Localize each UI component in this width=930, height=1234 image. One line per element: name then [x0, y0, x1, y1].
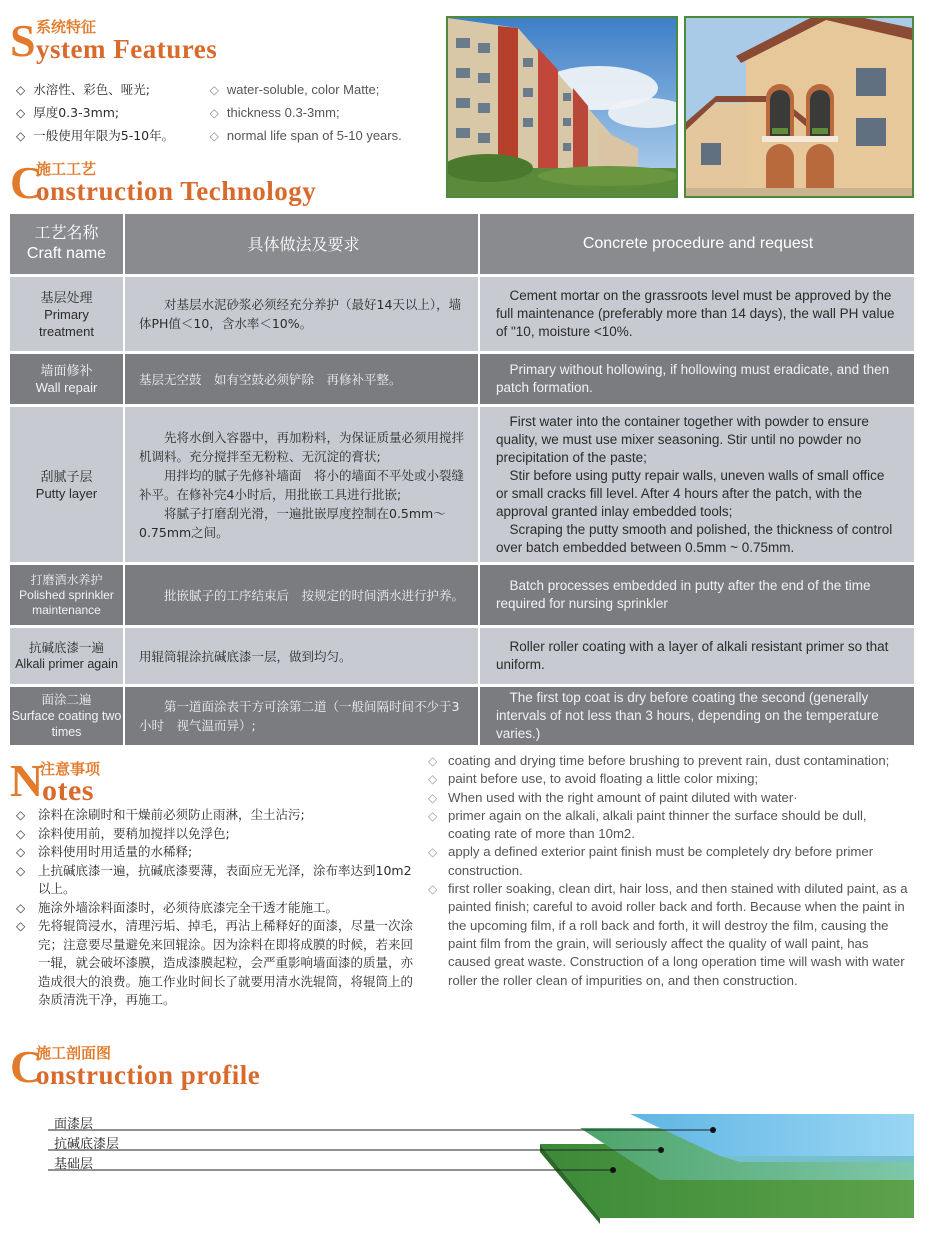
list-item — [16, 862, 421, 899]
heading-en: ystem Features — [36, 34, 218, 64]
note-text: 涂料使用前，要稍加搅拌以免浮色; — [38, 825, 230, 841]
paragraph: 用拌均的腻子先修补墙面 将小的墙面不平处或小裂缝补平。在修补完4小时后，用批嵌工具进行批嵌; — [139, 467, 465, 502]
row-en-text: Batch processes embedded in putty after the end of the time required for nursing sprinkler — [480, 565, 914, 625]
diamond-bullet-icon: ◇ — [209, 106, 219, 120]
table-row — [10, 687, 123, 745]
layer-label-topcoat: 面漆层 — [54, 1117, 94, 1132]
construction-technology-heading — [10, 152, 430, 208]
feature-list — [16, 78, 402, 147]
table-row — [10, 354, 123, 404]
diamond-bullet-icon: ◇ — [209, 129, 219, 143]
diamond-bullet-icon: ◇ — [428, 845, 438, 860]
feature-cn: 一般使用年限为5-10年。 — [33, 128, 175, 143]
note-text: 施涂外墙涂料面漆时，必须待底漆完全干透才能施工。 — [38, 899, 339, 915]
feature-en: thickness 0.3-3mm; — [226, 105, 340, 120]
diamond-bullet-icon: ◇ — [16, 83, 26, 97]
header-name-cn: 工艺名称 — [34, 225, 99, 242]
heading-en: otes — [42, 774, 94, 807]
list-item — [428, 752, 908, 770]
row-en-text: Cement mortar on the grassroots level must be approved by the full maintenance (preferably more than 14 days), the wall PH value of "10, moisture <10%. — [480, 277, 914, 351]
diamond-bullet-icon: ◇ — [16, 106, 26, 120]
feature-item — [16, 78, 402, 101]
diamond-bullet-icon: ◇ — [16, 919, 26, 933]
table-row — [10, 407, 123, 562]
heading-cn: 注意事项 — [40, 760, 101, 778]
table-row — [10, 565, 123, 625]
leader-dot — [710, 1127, 716, 1133]
list-item — [428, 843, 908, 880]
row-cn-text — [125, 407, 478, 562]
row-en-text: Roller roller coating with a layer of alkali resistant primer so that uniform. — [480, 628, 914, 684]
craft-name-en: Alkali primer again — [15, 657, 118, 671]
note-text: apply a defined exterior paint finish must be completely dry before primer construction. — [448, 844, 874, 878]
notes-en-list — [428, 752, 908, 990]
table-row — [10, 628, 123, 684]
feature-cn: 水溶性、彩色、哑光; — [33, 82, 150, 97]
craft-name-cn: 刮腻子层 — [40, 468, 93, 484]
craft-name-cn: 墙面修补 — [40, 363, 93, 378]
row-cn-text: 对基层水泥砂浆必须经充分养护（最好14天以上），墙体PH值＜10，含水率＜10%。 — [125, 277, 478, 351]
diamond-bullet-icon: ◇ — [428, 808, 438, 823]
diamond-bullet-icon: ◇ — [16, 863, 26, 878]
notes-heading — [10, 752, 210, 808]
list-item — [16, 917, 421, 1010]
diamond-bullet-icon: ◇ — [16, 845, 26, 859]
craft-name-en: Wall repair — [35, 380, 98, 395]
header-name-en: Craft name — [26, 245, 107, 262]
diamond-bullet-icon: ◇ — [16, 900, 26, 915]
row-cn-text: 第一道面涂表干方可涂第二道（一般间隔时间不少于3小时 视气温而异）; — [125, 687, 478, 745]
construction-profile-heading — [10, 1036, 350, 1092]
table-header-cn: 具体做法及要求 — [125, 214, 478, 274]
note-text: 涂料使用时用适量的水稀释; — [38, 844, 193, 859]
note-text: first roller soaking, clean dirt, hair loss, and then stained with diluted paint, as a painted finish; careful to avoid roller back and forth. Because when the paint in the upcoming film, if a roll back and forth, it will destroy the film, causing the paint film from the grain, will seriously affect the quality of wall paint, has caused great waste. Construction of a long operation time will wash with water roller the roller clean of impurities on, and then construction. — [448, 881, 908, 988]
heading-initial: C — [10, 157, 44, 208]
system-features-heading — [10, 10, 290, 66]
layer-label-base: 基础层 — [54, 1157, 94, 1172]
layer-profile-diagram — [0, 1100, 930, 1234]
list-item — [428, 807, 908, 844]
note-text: coating and drying time before brushing to prevent rain, dust contamination; — [448, 753, 890, 768]
diamond-bullet-icon: ◇ — [16, 129, 26, 143]
craft-name-cn: 抗碱底漆一遍 — [28, 641, 104, 655]
row-en-text — [480, 407, 914, 562]
feature-en: normal life span of 5-10 years. — [226, 128, 402, 143]
row-cn-text: 用辊筒辊涂抗碱底漆一层，做到均匀。 — [125, 628, 478, 684]
diamond-bullet-icon: ◇ — [428, 790, 438, 805]
row-en-text: Primary without hollowing, if hollowing must eradicate, and then patch formation. — [480, 354, 914, 404]
diamond-bullet-icon: ◇ — [209, 83, 219, 97]
heading-cn: 施工剖面图 — [36, 1044, 112, 1062]
craft-name-cn: 基层处理 — [40, 289, 93, 305]
table-row — [10, 277, 123, 351]
heading-cn: 施工工艺 — [36, 160, 97, 178]
feature-item — [16, 124, 402, 147]
feature-cn: 厚度0.3-3mm; — [33, 105, 120, 120]
craft-name-en: Putty layer — [35, 485, 98, 501]
note-text: 先将辊筒浸水，清理污垢、掉毛，再沾上稀释好的面漆，尽量一次涂完；注意要尽量避免来回辊涂。因为涂料在即将成膜的时候，若来回一辊，就会破坏漆膜，造成漆膜起粒，会严重影响墙面漆的质量，亦造成很大的浪费。施工作业时间长了就要用清水洗辊筒，将辊筒上的杂质清洗干净，再施工。 — [38, 918, 414, 1007]
feature-en: water-soluble, color Matte; — [226, 82, 380, 97]
notes-cn-list — [16, 806, 421, 1010]
paragraph: First water into the container together with powder to ensure quality, we must use mixer seasoning. Stir until no powder no precipitation of the paste; — [496, 413, 869, 465]
table-header-name — [10, 214, 123, 274]
diamond-bullet-icon: ◇ — [428, 754, 438, 768]
diamond-bullet-icon: ◇ — [428, 772, 438, 787]
list-item — [16, 825, 421, 844]
craft-name-en: Polished sprinkler maintenance — [19, 587, 114, 617]
list-item — [16, 899, 421, 918]
heading-cn: 系统特征 — [36, 18, 97, 36]
list-item — [16, 806, 421, 825]
heading-en: onstruction Technology — [36, 176, 317, 206]
row-cn-text: 基层无空鼓 如有空鼓必须铲除 再修补平整。 — [125, 354, 478, 404]
craft-name-cn: 面涂二遍 — [41, 693, 92, 707]
paragraph: 先将水倒入容器中，再加粉料，为保证质量必须用搅拌机调料。充分搅拌至无粉粒、无沉淀的膏状; — [139, 429, 465, 464]
craft-name-en: Surface coating two times — [11, 709, 122, 739]
list-item — [16, 843, 421, 862]
feature-item — [16, 101, 402, 124]
paragraph: Scraping the putty smooth and polished, the thickness of control over batch embedded between 0.5mm ~ 0.75mm. — [496, 521, 893, 555]
note-text: 涂料在涂刷时和干燥前必须防止雨淋，尘土沾污; — [38, 807, 305, 822]
craft-name-en: Primary treatment — [39, 306, 94, 339]
note-text: When used with the right amount of paint diluted with water· — [448, 789, 798, 805]
heading-initial: S — [10, 15, 36, 66]
building-photo-left — [446, 16, 678, 198]
note-text: paint before use, to avoid floating a little color mixing; — [448, 771, 759, 787]
table-header-en: Concrete procedure and request — [480, 214, 914, 274]
list-item — [428, 770, 908, 788]
craft-name-cn: 打磨洒水养护 — [30, 572, 103, 587]
list-item — [428, 880, 908, 990]
layer-label-primer: 抗碱底漆层 — [54, 1137, 120, 1152]
leader-dot — [610, 1167, 616, 1173]
building-photo-right — [684, 16, 914, 198]
note-text: 上抗碱底漆一遍，抗碱底漆要薄，表面应无光泽，涂布率达到10m2以上。 — [38, 862, 412, 896]
list-item — [428, 789, 908, 807]
note-text: primer again on the alkali, alkali paint thinner the surface should be dull, coating rate of more than 10m2. — [448, 807, 867, 842]
diamond-bullet-icon: ◇ — [428, 882, 438, 897]
leader-dot — [658, 1147, 664, 1153]
diamond-bullet-icon: ◇ — [16, 808, 26, 822]
diamond-bullet-icon: ◇ — [16, 826, 26, 841]
row-cn-text: 批嵌腻子的工序结束后 按规定的时间洒水进行护养。 — [125, 565, 478, 625]
paragraph: 将腻子打磨刮光滑，一遍批嵌厚度控制在0.5mm～0.75mm之间。 — [139, 505, 446, 540]
heading-en: onstruction profile — [36, 1060, 261, 1090]
row-en-text: The first top coat is dry before coating the second (generally intervals of not less than 3 hours, depending on the temperature varies.) — [480, 687, 914, 745]
heading-initial: N — [10, 755, 44, 806]
paragraph: Stir before using putty repair walls, uneven walls of small office or small cracks fill level. After 4 hours after the patch, with the approval granted inlay embedded tools; — [496, 467, 885, 519]
heading-initial: C — [10, 1041, 44, 1092]
